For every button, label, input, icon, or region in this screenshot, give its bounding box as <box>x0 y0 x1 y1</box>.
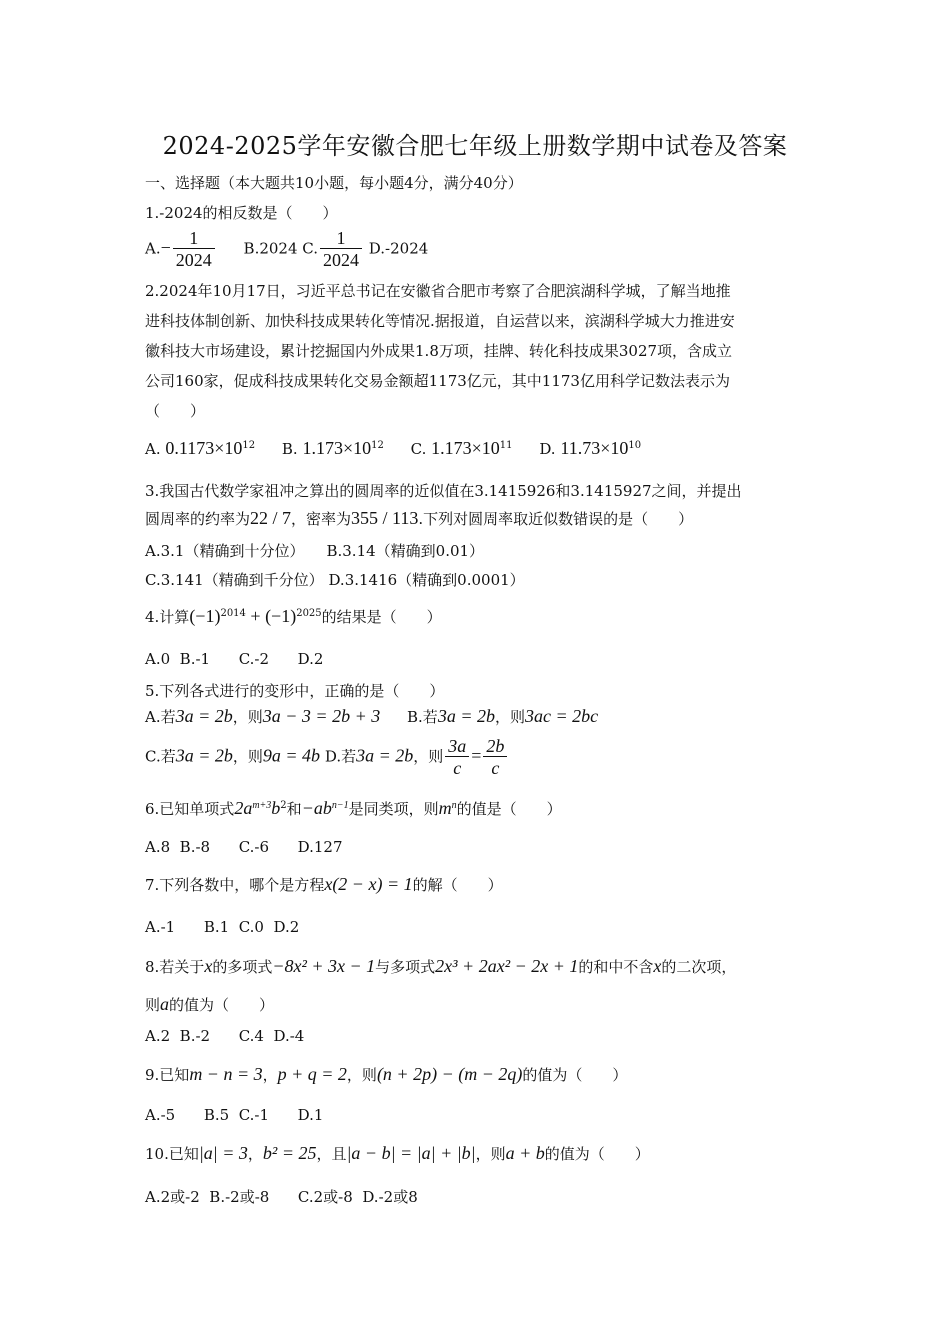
q8-x: x <box>204 956 213 976</box>
q8-mid-3: 的和中不含 <box>578 958 654 976</box>
question-2-stem <box>145 276 807 426</box>
q1-option-a-label: A. <box>145 239 161 258</box>
q9-comma: ， <box>262 1066 278 1084</box>
q2-c-label: C. <box>410 440 427 458</box>
q10-and: ，且 <box>316 1145 347 1163</box>
q4-exp-2: 2025 <box>296 608 322 619</box>
question-3-line-2 <box>145 508 693 529</box>
q2-line-4: 公司160家，促成科技成果转化交易金额超1173亿元，其中1173亿用科学记数法表示为 <box>145 372 730 390</box>
question-8-stem <box>145 956 736 977</box>
q8-x-2: x <box>653 956 662 976</box>
q10-math-1: |a| = 3 <box>198 1143 248 1163</box>
q7-post: 的解（ ） <box>412 876 503 894</box>
q5-b-math-1: 3a = 2b <box>437 706 495 726</box>
q3-option-d: D.3.1416（精确到0.0001） <box>328 571 525 589</box>
q5-b-math-2: 3ac = 2bc <box>524 706 599 726</box>
q5-d-den-2: c <box>483 756 507 779</box>
q10-math-4: a + b <box>505 1143 545 1163</box>
q2-b-math: 1.173×10 <box>302 438 372 458</box>
q2-line-2: 进科技体制创新、加快科技成果转化等情况.据报道，自运营以来，滨湖科学城大力推进安 <box>145 312 735 330</box>
q3-text-b: ，密率为 <box>291 510 352 528</box>
question-5-stem: 5.下列各式进行的变形中，正确的是（ ） <box>145 682 445 700</box>
q5-d-den-1: c <box>445 756 469 779</box>
q1-a-numerator: 1 <box>189 228 199 248</box>
question-3-options-cd <box>145 569 525 590</box>
q9-math-3: (n + 2p) − (m − 2q) <box>376 1064 523 1084</box>
q6-exp-1b: 2 <box>280 800 287 811</box>
q5-d-then: ，则 <box>413 747 444 766</box>
q2-a-math: 0.1173×10 <box>165 438 243 458</box>
q1-option-b: B.2024 <box>243 239 298 258</box>
question-5-options-cd <box>145 736 509 779</box>
q3-option-a: A.3.1（精确到十分位） <box>145 542 305 560</box>
q10-math-2: b² = 25 <box>262 1143 317 1163</box>
q4-exp-1: 2014 <box>220 608 246 619</box>
q1-c-numerator: 1 <box>336 228 346 248</box>
q5-d-num-1: 3a <box>448 736 467 756</box>
question-6-options: A.8 B.-8 C.-6 D.127 <box>145 838 343 856</box>
q5-a-math-2: 3a − 3 = 2b + 3 <box>262 706 381 726</box>
q8-post: 的二次项， <box>661 958 737 976</box>
q2-line-5: （ ） <box>145 402 206 420</box>
q4-plus: + <box>245 606 266 626</box>
q5-d-math-1: 3a = 2b <box>356 745 414 766</box>
question-1-options <box>145 228 428 271</box>
q5-b-text: B.若 <box>407 708 438 726</box>
q8-then: 则 <box>145 996 161 1014</box>
q1-option-d: D.-2024 <box>368 239 429 258</box>
section-heading: 一、选择题（本大题共10小题，每小题4分，满分40分） <box>145 174 523 192</box>
q3-text-a: 圆周率的约率为 <box>145 510 251 528</box>
question-1-stem: 1.-2024的相反数是（ ） <box>145 204 338 222</box>
q2-c-math: 1.173×10 <box>431 438 500 458</box>
q10-comma: ， <box>247 1145 263 1163</box>
q8-poly-1: −8x² + 3x − 1 <box>272 956 376 976</box>
q2-d-exp: 10 <box>628 440 642 451</box>
question-4-options: A.0 B.-1 C.-2 D.2 <box>145 650 324 668</box>
q9-then: ，则 <box>346 1066 377 1084</box>
q6-and: 和 <box>286 800 302 818</box>
q6-term-2: −ab <box>301 798 332 818</box>
q5-c-text: C.若 <box>145 747 176 766</box>
q1-option-a-sign: − <box>160 237 171 258</box>
q5-a-then: ，则 <box>232 708 263 726</box>
page-title: 2024-2025学年安徽合肥七年级上册数学期中试卷及答案 <box>162 132 788 160</box>
q9-math-1: m − n = 3 <box>189 1064 263 1084</box>
q6-post: 的值是（ ） <box>456 800 562 818</box>
q6-pre: 6.已知单项式 <box>145 800 235 818</box>
q4-pre: 4.计算 <box>145 608 190 626</box>
q5-d-text: D.若 <box>324 747 357 766</box>
q1-a-denominator: 2024 <box>173 248 215 271</box>
question-4-stem <box>145 606 442 627</box>
q8-poly-2: 2x³ + 2ax² − 2x + 1 <box>435 956 579 976</box>
question-6-stem <box>145 798 562 819</box>
q2-b-label: B. <box>281 440 298 458</box>
q3-text-c: .下列对圆周率取近似数错误的是（ ） <box>418 510 694 528</box>
q3-math-2: 355 / 113 <box>351 508 419 528</box>
q5-d-fraction-2 <box>483 736 507 779</box>
q5-a-math-1: 3a = 2b <box>175 706 233 726</box>
q5-c-math-2: 9a = 4b <box>262 745 321 766</box>
question-7-options: A.-1 B.1 C.0 D.2 <box>145 918 300 936</box>
question-7-stem <box>145 874 503 895</box>
q2-c-exp: 11 <box>499 440 513 451</box>
q7-equation: x(2 − x) = 1 <box>324 874 413 894</box>
q2-line-1: 2.2024年10月17日，习近平总书记在安徽省合肥市考察了合肥滨湖科学城，了解当地推 <box>145 282 731 300</box>
q9-math-2: p + q = 2 <box>277 1064 347 1084</box>
q4-post: 的结果是（ ） <box>321 608 442 626</box>
q6-exp-1: m+3 <box>252 800 272 811</box>
question-9-options: A.-5 B.5 C.-1 D.1 <box>145 1106 324 1124</box>
q7-pre: 7.下列各数中，哪个是方程 <box>145 876 325 894</box>
q6-m: m <box>438 798 452 818</box>
q9-pre: 9.已知 <box>145 1066 190 1084</box>
q5-a-text: A.若 <box>145 708 176 726</box>
q3-option-c: C.3.141（精确到千分位） <box>145 571 324 589</box>
q3-option-b: B.3.14（精确到0.01） <box>326 542 485 560</box>
q4-term-2: (−1) <box>265 606 297 626</box>
q6-term-1: 2a <box>234 798 253 818</box>
q8-a: a <box>160 994 170 1014</box>
q2-d-math: 11.73×10 <box>560 438 629 458</box>
q1-option-a-fraction <box>173 228 215 271</box>
q5-c-math-1: 3a = 2b <box>175 745 233 766</box>
q5-d-equals: = <box>471 745 482 766</box>
question-8-options: A.2 B.-2 C.4 D.-4 <box>145 1027 305 1045</box>
q4-term-1: (−1) <box>189 606 221 626</box>
q1-c-denominator: 2024 <box>320 248 362 271</box>
q2-line-3: 徽科技大市场建设，累计挖掘国内外成果1.8万项，挂牌、转化科技成果3027项，含成立 <box>145 342 733 360</box>
q6-term-1b: b <box>271 798 281 818</box>
question-9-stem <box>145 1064 627 1085</box>
q2-b-exp: 12 <box>371 440 384 451</box>
question-5-options-ab <box>145 706 598 727</box>
q8-mid-2: 与多项式 <box>375 958 436 976</box>
question-3-options-ab <box>145 540 484 561</box>
q5-c-then: ，则 <box>232 747 263 766</box>
q10-then: ，则 <box>475 1145 506 1163</box>
q10-post: 的值为（ ） <box>544 1145 650 1163</box>
question-10-options: A.2或-2 B.-2或-8 C.2或-8 D.-2或8 <box>145 1188 418 1206</box>
q1-option-c-label: C. <box>302 239 319 258</box>
question-10-stem <box>145 1143 650 1164</box>
q1-option-c-fraction <box>320 228 362 271</box>
q9-post: 的值为（ ） <box>522 1066 628 1084</box>
question-8-line-2 <box>145 994 274 1015</box>
q10-pre: 10.已知 <box>145 1145 199 1163</box>
q8-post-2: 的值为（ ） <box>169 996 275 1014</box>
q8-mid-1: 的多项式 <box>212 958 273 976</box>
q6-n: n <box>451 800 457 811</box>
q2-a-label: A. <box>145 440 161 458</box>
q6-exp-2: n−1 <box>331 800 349 811</box>
q5-b-then: ，则 <box>494 708 525 726</box>
q10-math-3: |a − b| = |a| + |b| <box>346 1143 476 1163</box>
q5-d-fraction-1 <box>445 736 469 779</box>
q6-mid: 是同类项，则 <box>348 800 439 818</box>
q8-pre: 8.若关于 <box>145 958 205 976</box>
q2-a-exp: 12 <box>242 440 256 451</box>
q3-math-1: 22 / 7 <box>250 508 292 528</box>
question-3-line-1: 3.我国古代数学家祖冲之算出的圆周率的近似值在3.1415926和3.1415927之间，并提出 <box>145 482 742 500</box>
question-2-options <box>145 438 641 459</box>
q5-d-num-2: 2b <box>486 736 505 756</box>
q2-d-label: D. <box>539 440 556 458</box>
